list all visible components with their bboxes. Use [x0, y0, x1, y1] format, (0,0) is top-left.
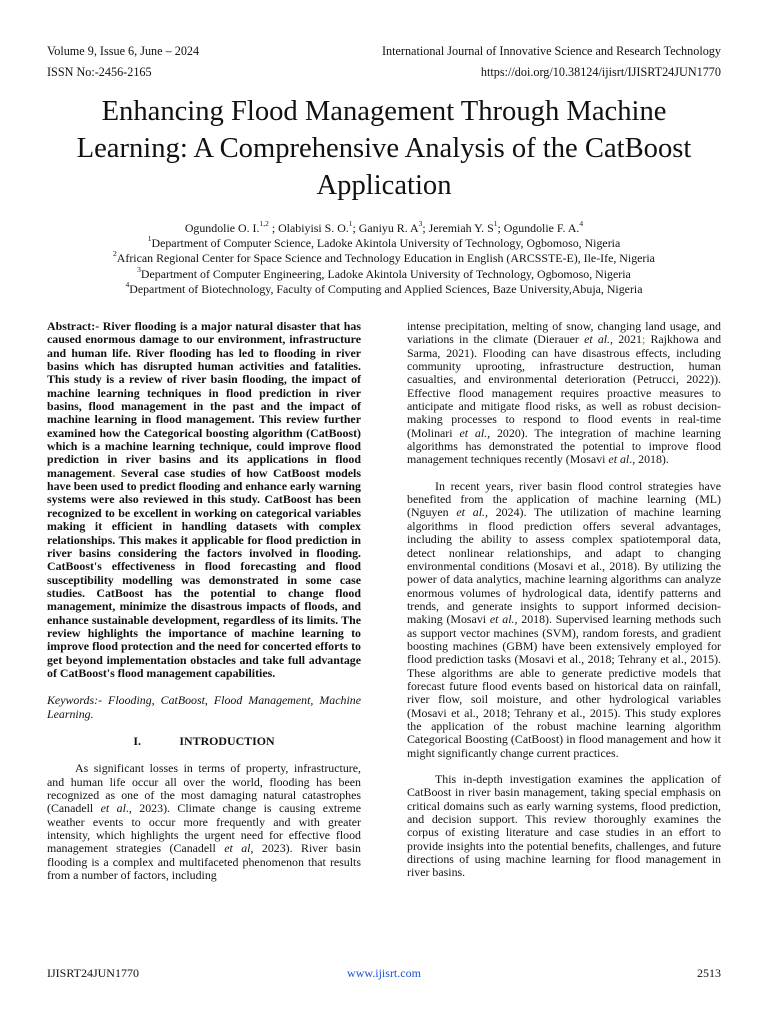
affiliation-text: African Regional Center for Space Science and Technology Education in English (ARCSSTE-E), Ile-Ife, Nigeria	[116, 251, 655, 266]
keywords: Keywords:- Flooding, CatBoost, Flood Management, Machine Learning.	[47, 693, 361, 721]
author-sup: 1,2	[259, 219, 269, 229]
affiliation-text: Department of Computer Science, Ladoke Akintola University of Technology, Ogbomoso, Nigeria	[151, 236, 621, 251]
abstract	[47, 320, 361, 680]
volume-info: Volume 9, Issue 6, June – 2024	[47, 44, 200, 58]
text-run-italic: et al	[608, 452, 630, 467]
affiliation	[40, 279, 728, 297]
text-run-italic: et al.,	[459, 425, 491, 440]
title-line: Application	[316, 170, 452, 201]
title-line: Enhancing Flood Management Through Machine	[101, 96, 667, 127]
right-column	[407, 320, 721, 880]
author-name: ; Olabiyisi S. O.	[268, 221, 349, 235]
body-paragraph: This in-depth investigation examines the application of CatBoost in river basin management, taking special emphasis on critical domains such as early warning systems, flood prediction, and decision support. This review thoroughly examines the corpus of existing literature and case studies in an effort to provide insights into the potential benefits, challenges, and future directions of using machine learning for flood management in river basins.	[407, 772, 721, 880]
author-sup: 1	[348, 219, 353, 229]
author-name: Ogundolie O. I.	[184, 221, 260, 235]
journal-name: International Journal of Innovative Science and Research Technology	[381, 44, 721, 58]
doi-link[interactable]: https://doi.org/10.38124/ijisrt/IJISRT24JUN1770	[480, 65, 721, 79]
affiliation-sup: 3	[137, 264, 141, 274]
text-run: ., 2023). Climate change is causing extreme weather events to occur more frequently and with greater intensity, which highlights the urgent need for effective flood management strategies (Canadell	[47, 801, 361, 856]
text-run-italic: et al	[224, 841, 251, 856]
issn: ISSN No:-2456-2165	[47, 65, 152, 79]
footer-paper-id: IJISRT24JUN1770	[47, 966, 139, 980]
section-number: I.	[133, 733, 142, 748]
text-run: In recent years, river basin flood control strategies have benefited from the application of machine learning (ML) (Nguyen	[407, 478, 721, 520]
affiliation	[40, 251, 728, 266]
text-run: 2020). The integration of machine learning algorithms has demonstrated the potential to improve flood management techniques recently (Mosavi	[407, 425, 721, 467]
text-run: , 2021	[610, 332, 642, 347]
text-run: , 2023). River basin flooding is a complex and multifaceted phenomenon that results from a number of factors, including	[47, 841, 362, 883]
intro-paragraph	[47, 762, 361, 882]
section-heading	[47, 735, 361, 748]
body-paragraph	[407, 480, 721, 760]
website-link[interactable]: www.ijisrt.com	[347, 966, 421, 980]
affiliation	[40, 236, 728, 251]
abstract-period: .	[112, 465, 116, 480]
author-list	[40, 221, 728, 236]
footer-website-link	[0, 966, 768, 981]
author-name: ; Ganiyu R. A	[352, 221, 419, 235]
affiliation-sup: 2	[113, 249, 117, 259]
affiliation-sup: 1	[147, 234, 152, 244]
text-run: Rajkhowa and Sarma, 2021). Flooding can have disastrous effects, including community uprooting, infrastructure destruction, human casualties, and environmental deterioration (Petrucci, 2022)). Effective flood management requires proactive measures to anticipate and mitigate flood risks, as well as robust decision-making processes to respond to flood events in real-time (Molinari	[407, 332, 722, 440]
text-run: intense precipitation, melting of snow, changing land usage, and variations in the climate (Dierauer	[407, 319, 721, 347]
text-run-italic: et al	[100, 801, 126, 816]
text-run: ., 2018).	[629, 452, 669, 467]
text-run-italic: et al.	[584, 332, 611, 347]
page-number: 2513	[697, 966, 721, 980]
affiliation-text: Department of Computer Engineering, Ladoke Akintola University of Technology, Ogbomoso, Nigeria	[140, 266, 631, 281]
author-name: ; Jeremiah Y. S	[422, 221, 494, 235]
text-run-italic: et al.,	[489, 612, 518, 627]
affiliation-text: Department of Biotechnology, Faculty of Computing and Applied Sciences, Baze University,Abuja, Nigeria	[129, 281, 643, 296]
affiliation-sup: 4	[125, 279, 130, 289]
paper-title	[30, 93, 738, 204]
author-sup: 1	[493, 219, 498, 229]
author-name: ; Ogundolie F. A.	[497, 221, 580, 235]
affiliation	[40, 264, 728, 282]
text-run: As significant losses in terms of property, infrastructure, and human life occur all over the world, flooding has been recognized as one of the most damaging natural catastrophes (Canadell	[47, 761, 361, 816]
section-title: INTRODUCTION	[179, 733, 275, 748]
body-paragraph	[407, 320, 721, 467]
text-run: ;	[641, 332, 646, 347]
author-sup: 3	[418, 219, 423, 229]
left-column	[47, 320, 361, 882]
author-block	[40, 221, 728, 297]
author-sup: 4	[579, 219, 584, 229]
text-run: 2018). Supervised learning methods such as support vector machines (SVM), random forests, and gradient boosting machines (GBM) have been extensively employed for flood prediction tasks (Mosavi et al., 2018; Tehrany et al., 2015). These algorithms are able to generate predictive models that forecast future flood events based on historical data on rainfall, river flow, soil moisture, and other hydrological variables (Mosavi et al., 2018; Tehrany et al., 2015). This study explores the application of the robust machine learning algorithm Categorical Boosting (CatBoost) in flood management and how it might significantly change current practices.	[407, 612, 722, 760]
text-run-italic: et al.,	[456, 505, 488, 520]
abstract-text: Several case studies of how CatBoost models have been used to predict flooding and enhance early warning systems were also reviewed in this study. CatBoost has been recognized to be excellent in working on categorical variables making it efficient in handling datasets with complex relationships. This makes it applicable for flood prediction in river basins considering the factors involved in flooding. CatBoost's effectiveness in flood forecasting and flood susceptibility modelling was demonstrated in some case studies. CatBoost has the potential to change flood management, minimize the disastrous impacts of floods, and enhance sustainable development, regardless of its limits. The review highlights the importance of machine learning to improve flood protection and the need for concerted efforts to get beyond implementation obstacles and take full advantage of CatBoost's flood management capabilities.	[47, 465, 361, 680]
abstract-text: Abstract:- River flooding is a major natural disaster that has caused enormous damage to our environment, infrastructure and human life. River flooding has led to flooding in river basins which has disrupted human activities and fatalities. This study is a review of river basin flooding, the impact of machine learning techniques in flood prediction in river basins, flood management in the past and the impact of machine learning in flood management. This review further examined how the Categorical boosting algorithm (CatBoost) which is a machine learning technique, could improve flood prediction in river basins and its applications in flood management	[47, 319, 361, 480]
title-line: Learning: A Comprehensive Analysis of the CatBoost	[76, 133, 692, 164]
text-run: 2024). The utilization of machine learning algorithms in flood prediction offers several advantages, including the ability to assess complex spatiotemporal data, detect nonlinear relationships, and adapt to changing environmental conditions (Mosavi et al., 2018). By utilizing the power of data analytics, machine learning algorithms can analyze enormous volumes of hydrological data, identify patterns and trends, and generate insights to support informed decision-making (Mosavi	[407, 505, 721, 627]
